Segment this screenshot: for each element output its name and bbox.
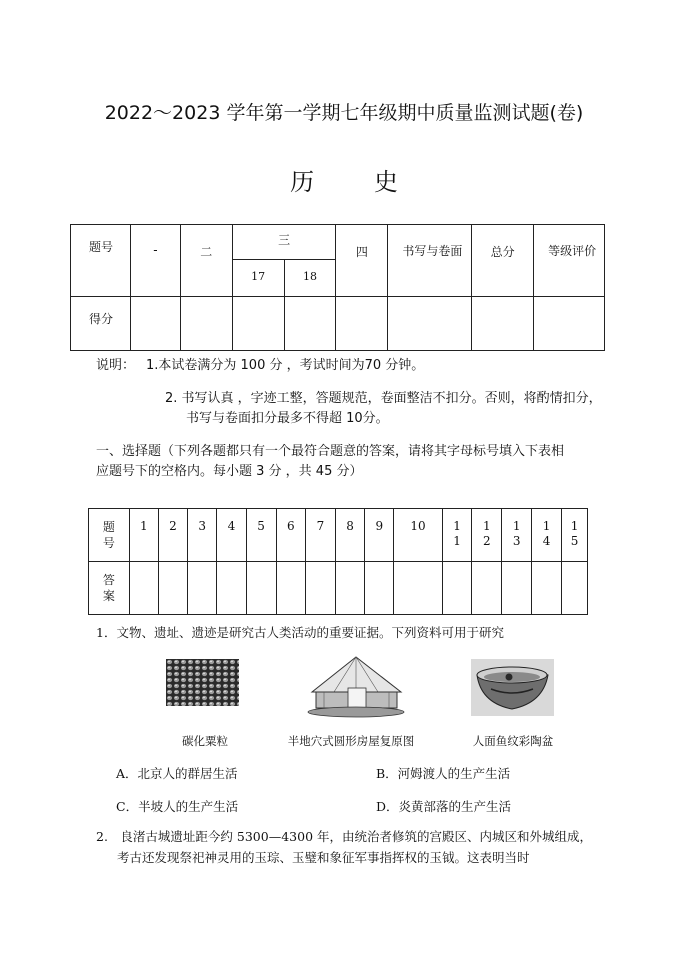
subject-char-1: 历 [290,168,315,196]
score-cell[interactable] [130,297,180,351]
note-2-line-2: 书写与卷面扣分最多不得超 10分。 [186,411,389,426]
score-table [70,224,605,351]
answer-cell[interactable] [276,562,305,615]
subject-heading [0,162,688,197]
answer-q-number: 12 [472,509,502,562]
answer-q-number: 14 [532,509,562,562]
answer-q-number: 10 [394,509,442,562]
option-c[interactable]: C．半坡人的生产生活 [116,799,239,814]
answer-q-number: 3 [188,509,217,562]
answer-q-number: 6 [276,509,305,562]
answer-cell[interactable] [217,562,246,615]
answer-q-number: 11 [442,509,472,562]
answer-cell[interactable] [246,562,276,615]
section-1-instructions-line-2: 应题号下的空格内。每小题 3 分 ，共 45 分） [96,464,363,479]
answer-cell[interactable] [394,562,442,615]
answer-q-number: 7 [305,509,335,562]
row-defen: 得分 [71,297,131,351]
answer-q-number: 1 [129,509,158,562]
option-b[interactable]: B．河姆渡人的生产生活 [376,766,511,781]
score-cell[interactable] [232,297,284,351]
answer-q-number: 13 [502,509,532,562]
subject-char-2: 史 [373,168,398,196]
answer-cell[interactable] [442,562,472,615]
header-part-2: 二 [180,225,232,297]
score-cell[interactable] [534,297,605,351]
answer-q-number: 15 [562,509,588,562]
answer-cell[interactable] [472,562,502,615]
answer-table [88,508,588,615]
score-cell[interactable] [284,297,336,351]
answer-cell[interactable] [158,562,187,615]
header-part-1: - [130,225,180,297]
pottery-basin-image [471,659,554,716]
answer-q-number: 9 [365,509,394,562]
header-q17: 17 [232,260,284,297]
caption-millet: 碳化粟粒 [182,734,228,748]
header-part-3: 三 [232,225,336,260]
option-d[interactable]: D．炎黄部落的生产生活 [376,799,512,814]
score-cell[interactable] [388,297,472,351]
header-q18: 18 [284,260,336,297]
header-total: 总分 [472,225,534,297]
caption-pottery-basin: 人面鱼纹彩陶盆 [472,734,554,748]
score-cell[interactable] [180,297,232,351]
note-1: 1.本试卷满分为 100 分 ，考试时间为70 分钟。 [146,358,425,373]
header-grade: 等级评价 [534,225,605,297]
answer-q-number: 5 [246,509,276,562]
note-label: 说明： [96,358,136,373]
score-cell[interactable] [336,297,388,351]
answer-cell[interactable] [502,562,532,615]
exam-title: 2022～2023 学年第一学期七年级期中质量监测试题(卷) [104,102,584,124]
answer-cell[interactable] [562,562,588,615]
answer-header-daan: 答案 [89,562,130,615]
header-writing: 书写与卷面 [388,225,472,297]
question-2-line-1: 2. 良渚古城遗址距今约 5300—4300 年，由统治者修筑的宫殿区、内城区和外城组成， [96,829,592,844]
answer-q-number: 2 [158,509,187,562]
answer-cell[interactable] [365,562,394,615]
section-1-instructions-line-1: 一、选择题（下列各题都只有一个最符合题意的答案，请将其字母标号填入下表相 [96,444,565,459]
answer-cell[interactable] [336,562,365,615]
answer-cell[interactable] [188,562,217,615]
caption-round-house: 半地穴式圆形房屋复原图 [287,734,415,748]
answer-q-number: 4 [217,509,246,562]
header-tihao: 题号 [71,225,131,297]
note-2-line-1: 2. 书写认真 ，字迹工整，答题规范，卷面整洁不扣分。否则，将酌情扣分， [165,391,602,406]
question-1-stem: 1．文物、遗址、遗迹是研究古人类活动的重要证据。下列资料可用于研究 [96,625,504,640]
header-part-4: 四 [336,225,388,297]
carbonized-millet-image [166,659,239,706]
answer-q-number: 8 [336,509,365,562]
score-cell[interactable] [472,297,534,351]
option-a[interactable]: A．北京人的群居生活 [116,766,238,781]
round-house-image [304,654,409,719]
answer-header-tihao: 题号 [89,509,130,562]
answer-cell[interactable] [305,562,335,615]
answer-cell[interactable] [532,562,562,615]
question-2-line-2: 考古还发现祭祀神灵用的玉琮、玉璧和象征军事指挥权的玉钺。这表明当时 [117,850,530,865]
answer-cell[interactable] [129,562,158,615]
